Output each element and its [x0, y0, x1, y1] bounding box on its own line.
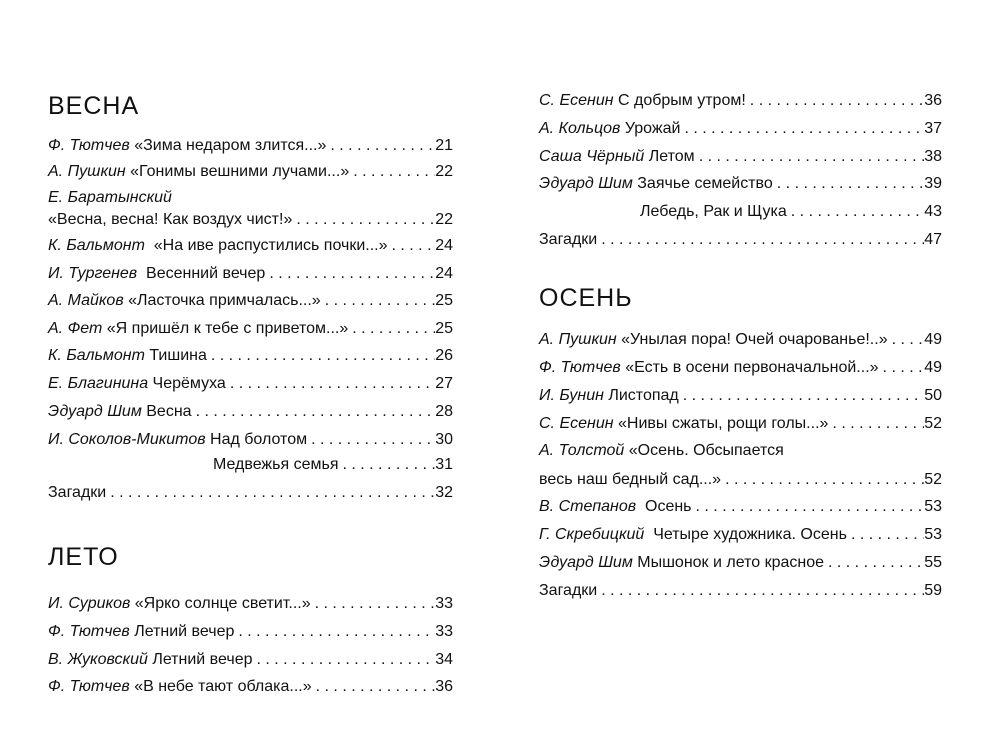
dot-leader — [292, 211, 435, 229]
dot-leader — [746, 92, 924, 110]
entry-page: 25 — [435, 320, 453, 337]
entry-title: «Осень. Обсыпается — [628, 442, 784, 459]
dot-leader — [321, 292, 436, 310]
dot-leader — [692, 498, 925, 516]
entry-author: Саша Чёрный — [539, 148, 645, 165]
dot-leader — [348, 320, 435, 338]
entry-page: 39 — [924, 175, 942, 192]
entry-title: Урожай — [624, 120, 681, 137]
dot-leader — [252, 651, 435, 669]
entry-page: 31 — [435, 456, 453, 473]
entry-title: «В небе тают облака...» — [134, 678, 312, 695]
dot-leader — [888, 331, 925, 349]
section-heading-spring: ВЕСНА — [48, 92, 140, 120]
entry-title: Мышонок и лето красное — [637, 554, 824, 571]
entry-title: Летний вечер — [152, 651, 253, 668]
entry-page: 22 — [435, 163, 453, 180]
dot-leader — [773, 175, 924, 193]
entry-title: «Весна, весна! Как воздух чист!» — [48, 211, 293, 228]
dot-leader — [828, 415, 924, 433]
dot-leader — [234, 623, 435, 641]
entry-title: «Я пришёл к тебе с приветом...» — [106, 320, 349, 337]
entry-page: 52 — [924, 415, 942, 432]
dot-leader — [192, 403, 436, 421]
entry-page: 38 — [924, 148, 942, 165]
entry-page: 33 — [435, 595, 453, 612]
entry-page: 27 — [435, 375, 453, 392]
dot-leader — [695, 148, 925, 166]
toc-entry[interactable] — [539, 227, 942, 249]
entry-author: А. Толстой — [539, 442, 625, 459]
toc-entry[interactable] — [48, 133, 453, 155]
toc-entry[interactable] — [539, 494, 942, 516]
entry-page: 49 — [924, 359, 942, 376]
entry-title: Над болотом — [210, 431, 308, 448]
toc-entry[interactable] — [213, 452, 453, 474]
entry-page: 24 — [435, 265, 453, 282]
entry-author-line — [48, 185, 172, 207]
entry-title: «Нивы сжаты, рощи голы...» — [617, 415, 829, 432]
entry-title: «На иве распустились почки...» — [153, 237, 388, 254]
toc-entry[interactable] — [48, 647, 453, 669]
toc-entry[interactable] — [539, 578, 942, 600]
entry-page: 43 — [924, 203, 942, 220]
toc-entry[interactable] — [48, 207, 453, 229]
entry-title: Листопад — [608, 387, 679, 404]
entry-author: Эдуард Шим — [539, 554, 633, 571]
dot-leader — [265, 265, 435, 283]
entry-page: 47 — [924, 231, 942, 248]
dot-leader — [326, 137, 435, 155]
entry-title: Весна — [146, 403, 192, 420]
entry-author: С. Есенин — [539, 92, 614, 109]
entry-author: А. Пушкин — [539, 331, 617, 348]
entry-author: Ф. Тютчев — [539, 359, 621, 376]
entry-page: 53 — [924, 498, 942, 515]
toc-entry[interactable] — [48, 343, 453, 365]
entry-title: Летом — [648, 148, 695, 165]
entry-page: 30 — [435, 431, 453, 448]
entry-title-continued: весь наш бедный сад...» — [539, 471, 722, 488]
dot-leader — [349, 163, 435, 181]
entry-page: 53 — [924, 526, 942, 543]
toc-entry[interactable] — [539, 355, 942, 377]
entry-page: 55 — [924, 554, 942, 571]
toc-entry[interactable] — [48, 371, 453, 393]
dot-leader — [307, 431, 435, 449]
entry-title: Осень — [645, 498, 692, 515]
entry-page: 59 — [924, 582, 942, 599]
entry-page: 50 — [924, 387, 942, 404]
dot-leader — [721, 471, 924, 489]
toc-entry[interactable] — [539, 116, 942, 138]
entry-title: Медвежья семья — [213, 456, 339, 473]
entry-page: 52 — [924, 471, 942, 488]
dot-leader — [847, 526, 924, 544]
toc-entry[interactable] — [48, 591, 453, 613]
toc-entry[interactable] — [539, 327, 942, 349]
toc-entry[interactable] — [48, 399, 453, 421]
dot-leader — [597, 231, 924, 249]
dot-leader — [312, 678, 436, 696]
entry-title: Летний вечер — [134, 623, 235, 640]
entry-title: Загадки — [539, 231, 598, 248]
entry-title: «Есть в осени первоначальной...» — [625, 359, 879, 376]
entry-page: 24 — [435, 237, 453, 254]
toc-entry[interactable] — [48, 316, 453, 338]
entry-author: С. Есенин — [539, 415, 614, 432]
entry-page: 25 — [435, 292, 453, 309]
entry-author: К. Бальмонт — [48, 237, 145, 254]
toc-entry[interactable] — [539, 411, 942, 433]
entry-title: С добрым утром! — [617, 92, 746, 109]
entry-page: 32 — [435, 484, 453, 501]
entry-title: Черёмуха — [152, 375, 226, 392]
entry-title: Четыре художника. Осень — [653, 526, 847, 543]
toc-entry[interactable] — [48, 288, 453, 310]
dot-leader — [388, 237, 436, 255]
entry-author: В. Жуковский — [48, 651, 148, 668]
entry-title: «Унылая пора! Очей очарованье!..» — [621, 331, 888, 348]
entry-author: Эдуард Шим — [48, 403, 142, 420]
dot-leader — [824, 554, 924, 572]
entry-title: Загадки — [539, 582, 598, 599]
dot-leader — [679, 387, 924, 405]
entry-page: 34 — [435, 651, 453, 668]
toc-entry[interactable] — [48, 233, 453, 255]
entry-author: Ф. Тютчев — [48, 678, 130, 695]
entry-author: И. Суриков — [48, 595, 131, 612]
toc-entry[interactable] — [48, 674, 453, 696]
entry-page: 28 — [435, 403, 453, 420]
entry-title: «Гонимы вешними лучами...» — [130, 163, 350, 180]
entry-author: А. Пушкин — [48, 163, 126, 180]
entry-author: Г. Скребицкий — [539, 526, 645, 543]
entry-title: Загадки — [48, 484, 107, 501]
entry-author: Е. Благинина — [48, 375, 149, 392]
dot-leader — [879, 359, 925, 377]
entry-page: 21 — [435, 137, 453, 154]
toc-entry[interactable] — [48, 261, 453, 283]
entry-author: Эдуард Шим — [539, 175, 633, 192]
entry-first-line — [539, 438, 784, 460]
dot-leader — [680, 120, 924, 138]
toc-entry[interactable] — [539, 171, 942, 193]
entry-author: Ф. Тютчев — [48, 137, 130, 154]
entry-page: 36 — [435, 678, 453, 695]
toc-entry[interactable] — [539, 88, 942, 110]
entry-author: А. Фет — [48, 320, 103, 337]
entry-title: Весенний вечер — [146, 265, 266, 282]
entry-page: 33 — [435, 623, 453, 640]
entry-author: И. Соколов-Микитов — [48, 431, 206, 448]
toc-entry[interactable] — [48, 480, 453, 502]
entry-author: В. Степанов — [539, 498, 637, 515]
entry-author: К. Бальмонт — [48, 347, 145, 364]
entry-author: Е. Баратынский — [48, 189, 172, 206]
entry-title: «Ласточка примчалась...» — [128, 292, 321, 309]
dot-leader — [787, 203, 924, 221]
dot-leader — [207, 347, 435, 365]
toc-entry[interactable] — [48, 427, 453, 449]
entry-title: Лебедь, Рак и Щука — [640, 203, 787, 220]
entry-title: «Зима недаром злится...» — [134, 137, 327, 154]
section-heading-autumn: ОСЕНЬ — [539, 284, 633, 312]
entry-author: И. Тургенев — [48, 265, 138, 282]
entry-page: 37 — [924, 120, 942, 137]
toc-entry[interactable] — [48, 159, 453, 181]
dot-leader — [597, 582, 924, 600]
entry-page: 49 — [924, 331, 942, 348]
dot-leader — [106, 484, 435, 502]
entry-author: И. Бунин — [539, 387, 604, 404]
entry-author: Ф. Тютчев — [48, 623, 130, 640]
toc-entry[interactable] — [539, 522, 942, 544]
toc-entry[interactable] — [48, 619, 453, 641]
toc-entry[interactable] — [539, 550, 942, 572]
entry-author: А. Майков — [48, 292, 124, 309]
section-heading-summer: ЛЕТО — [48, 543, 119, 571]
entry-title: Тишина — [149, 347, 207, 364]
entry-author: А. Кольцов — [539, 120, 621, 137]
entry-page: 26 — [435, 347, 453, 364]
entry-page: 36 — [924, 92, 942, 109]
dot-leader — [338, 456, 435, 474]
toc-entry[interactable] — [539, 467, 942, 489]
dot-leader — [311, 595, 436, 613]
toc-entry[interactable] — [539, 144, 942, 166]
dot-leader — [226, 375, 435, 393]
entry-title: Заячье семейство — [637, 175, 773, 192]
entry-page: 22 — [435, 211, 453, 228]
toc-entry[interactable] — [539, 383, 942, 405]
toc-entry[interactable] — [640, 199, 942, 221]
entry-title: «Ярко солнце светит...» — [134, 595, 311, 612]
